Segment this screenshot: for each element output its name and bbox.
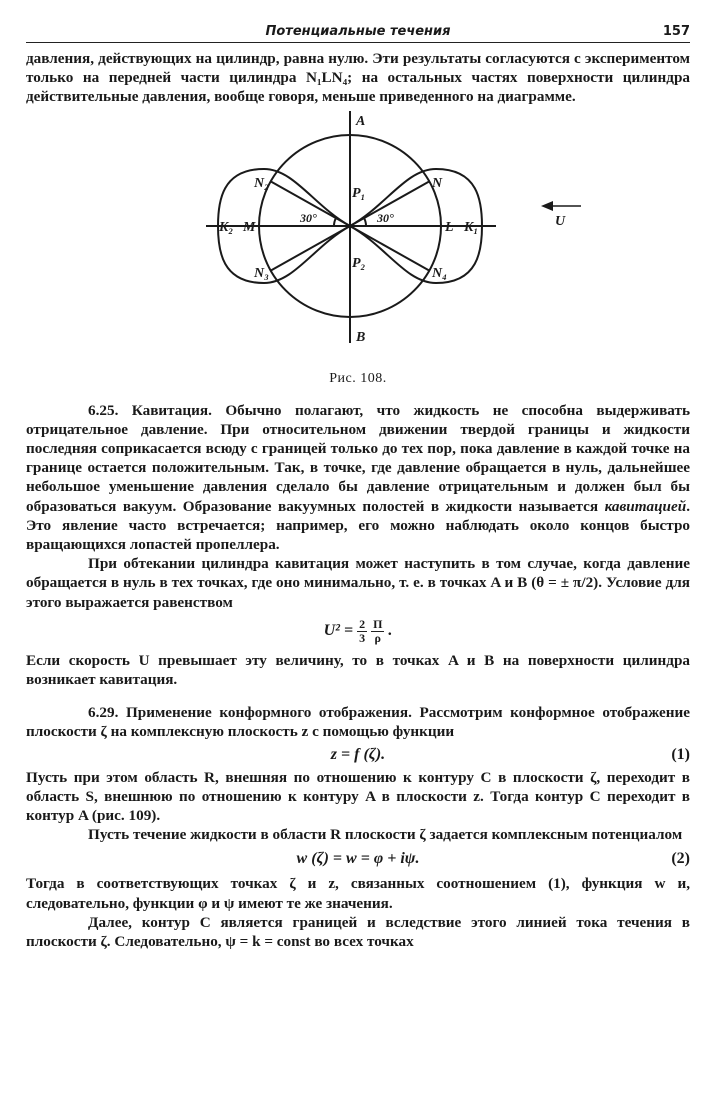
angle-arc-right xyxy=(364,218,366,226)
cavitation-term: кавитацией xyxy=(604,497,687,515)
label-P2: P₂ xyxy=(352,255,366,271)
section-629-paragraph xyxy=(26,703,690,741)
section-629-text: Рассмотрим конформное отображение плоскости ζ на комплексную плоскость z с помощью функции xyxy=(26,704,690,741)
running-title: Потенциальные течения xyxy=(265,24,451,39)
pressure-diagram xyxy=(26,111,690,369)
equation-2-number: (2) xyxy=(671,850,690,868)
frac1-denominator: 3 xyxy=(359,630,366,645)
label-U: U xyxy=(555,213,566,229)
frac2-denominator: ρ xyxy=(374,630,381,645)
fraction-two-thirds xyxy=(357,618,367,645)
label-N4: N₄ xyxy=(432,265,447,281)
fraction-pi-rho xyxy=(371,618,384,645)
corresponding-points-paragraph: Тогда в соответствующих точках ζ и z, связанных соотношением (1), функция w и, следовательно, функции φ и ψ имеют те же значения. xyxy=(26,875,690,912)
equation-1-body: z = f (ζ). xyxy=(330,745,386,763)
label-N3: N₃ xyxy=(254,265,269,281)
frac2-numerator: Π xyxy=(373,616,383,631)
frac1-numerator: 2 xyxy=(359,616,366,631)
streamline-paragraph: Далее, контур C является границей и вследствие этого линией тока течения в плоскости ζ. Следовательно, ψ = k = const во всех точках xyxy=(26,913,690,951)
section-625-text: Обычно полагают, что жидкость не способна выдерживать отрицательное давление. При относительном движении твердой границы и жидкости последняя соприкасается всюду с границей только до тех пор, пока давление в каждой точке на границе остается положительным. Так, в точке, где давление обращается в нуль, дальнейшее небольшое уменьшение давления сделало бы давление отрицательным и должен был бы образоваться вакуум. Образование вакуумных полостей в жидкости называется xyxy=(26,401,690,515)
section-629-heading: 6.29. Применение конформного отображения. xyxy=(88,704,412,722)
potential-paragraph: Пусть течение жидкости в области R плоскости ζ задается комплексным потенциалом xyxy=(88,826,683,844)
equation-2 xyxy=(26,848,690,870)
section-625-text-after: . Это явление часто встречается; например, его можно наблюдать около концов быстро вращающихся лопастей пропеллера. xyxy=(26,497,690,554)
flow-arrow-head xyxy=(541,201,553,211)
running-header xyxy=(26,20,690,43)
page xyxy=(26,20,690,951)
cavitation-formula: U² = $\frac{2}{3}$ $\frac{\Pi}{\rho}$ . xyxy=(323,616,393,645)
formula-lhs: U² = xyxy=(323,622,354,640)
label-N2: N₂ xyxy=(254,175,269,191)
label-N: N xyxy=(432,175,443,191)
page-number: 157 xyxy=(662,24,690,39)
section-625-heading: 6.25. Кавитация. xyxy=(88,401,212,419)
label-L: L xyxy=(445,219,454,235)
label-M: M xyxy=(243,219,256,235)
cavitation-conclusion-paragraph: Если скорость U превышает эту величину, то в точках A и B на поверхности цилиндра возникает кавитация. xyxy=(26,651,690,689)
mapping-paragraph: Пусть при этом область R, внешняя по отношению к контуру C в плоскости ζ, переходит в область S, внешнюю по отношению к контуру A в плоскости z. Тогда контур C переходит в контур A (рис. 109). xyxy=(26,768,690,825)
cavitation-condition-paragraph: При обтекании цилиндра кавитация может наступить в том случае, когда давление обращается в нуль в тех точках, где оно минимально, т. е. в точках A и B (θ = ± π/2). Условие для этого выражается равенством xyxy=(26,555,690,611)
equation-1 xyxy=(26,744,690,766)
section-625-paragraph xyxy=(26,401,690,555)
intro-paragraph: давления, действующих на цилиндр, равна нулю. Эти результаты согласуются с экспериментом только на передней части цилиндра N₁LN₄; на остальных частях поверхности цилиндра действительные давления, вообще говоря, меньше приведенного на диаграмме. xyxy=(26,50,690,106)
figure-108 xyxy=(26,111,690,369)
label-B: B xyxy=(356,329,366,345)
label-K2: K₂ xyxy=(219,219,234,235)
label-angle-left: 30° xyxy=(300,210,317,225)
label-P1: P₁ xyxy=(352,185,366,201)
label-A: A xyxy=(356,113,366,129)
equation-2-body: w (ζ) = w = φ + iψ. xyxy=(296,850,420,868)
angle-arc-left xyxy=(334,218,336,226)
equation-1-number: (1) xyxy=(671,745,690,763)
label-K1: K₁ xyxy=(464,219,479,235)
figure-caption: Рис. 108. xyxy=(329,370,387,386)
label-angle-right: 30° xyxy=(377,210,394,225)
